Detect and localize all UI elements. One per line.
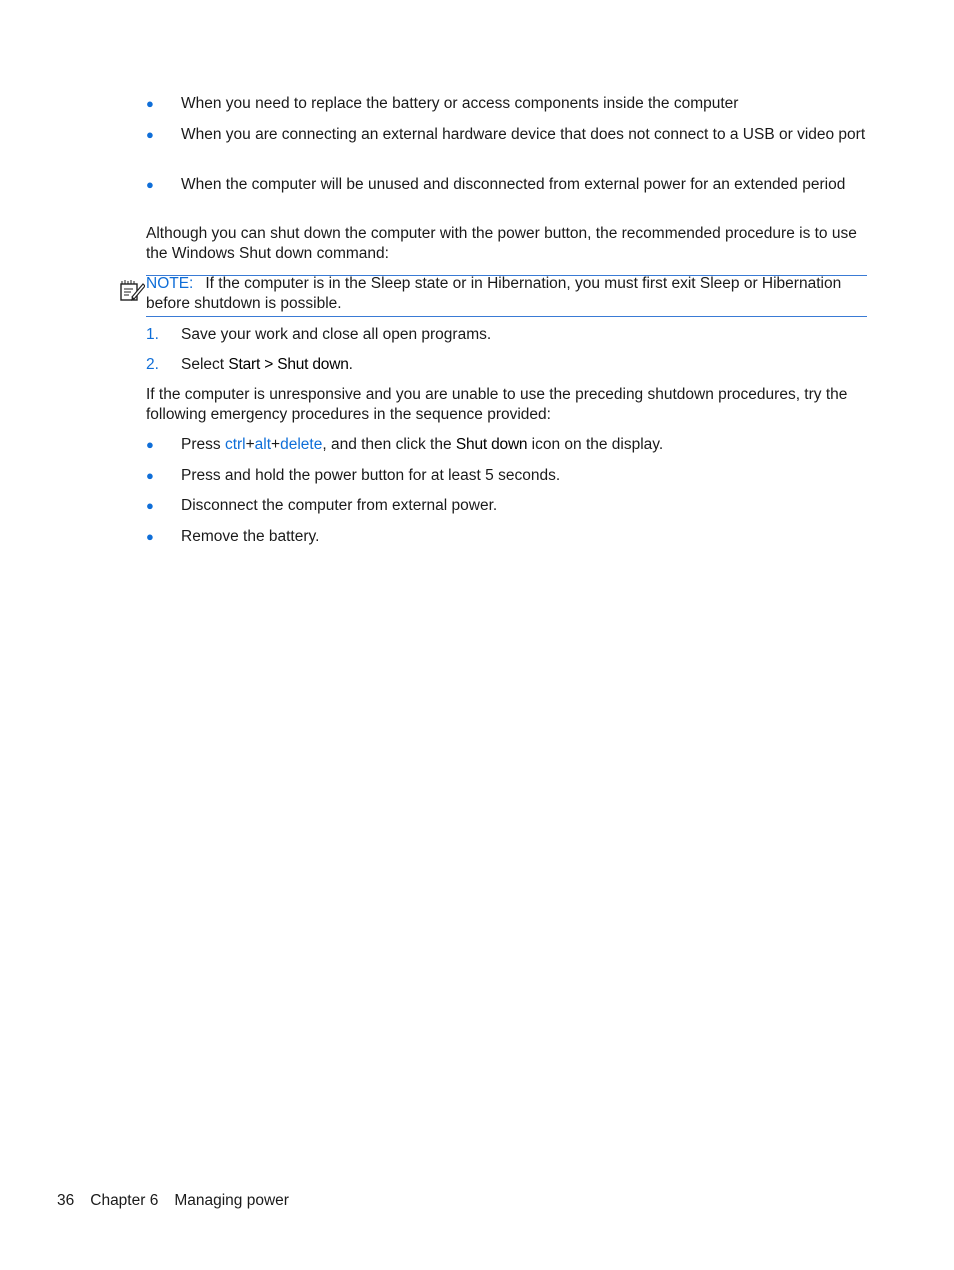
bullet-icon: ● — [146, 437, 154, 452]
list-item-text: When you need to replace the battery or access components inside the computer — [181, 95, 739, 112]
plus-sign: + — [245, 436, 255, 453]
step-item — [146, 325, 866, 345]
list-item — [146, 175, 866, 195]
list-item — [146, 94, 866, 114]
list-item — [146, 435, 866, 455]
step-prefix: Select — [181, 356, 229, 373]
text-prefix: Press — [181, 436, 225, 453]
list-item-text: When the computer will be unused and disconnected from external power for an extended period — [181, 176, 846, 193]
list-item — [146, 125, 866, 145]
page-footer — [57, 1191, 305, 1211]
list-item-text: When you are connecting an external hardware device that does not connect to a USB or video port — [181, 126, 866, 143]
list-item-text: Disconnect the computer from external power. — [181, 497, 498, 514]
step-number: 2. — [146, 356, 159, 373]
page-number: 36 — [57, 1192, 75, 1209]
chapter-title: Managing power — [174, 1192, 289, 1209]
plus-sign: + — [271, 436, 281, 453]
note-text — [146, 274, 866, 314]
list-item — [146, 496, 866, 516]
step-text — [181, 355, 866, 375]
step-suffix: . — [348, 356, 353, 373]
ui-term: Shut down — [455, 436, 528, 453]
note-label: NOTE: — [146, 275, 194, 292]
ui-term: Start > Shut down — [228, 356, 349, 373]
list-item-text: Press and hold the power button for at least 5 seconds. — [181, 467, 561, 484]
bullet-icon: ● — [146, 529, 154, 544]
step-number: 1. — [146, 326, 159, 343]
bullet-icon: ● — [146, 177, 154, 192]
step-text: Save your work and close all open programs. — [181, 326, 492, 343]
list-item-text — [181, 435, 866, 455]
bullet-icon: ● — [146, 468, 154, 483]
key-delete: delete — [280, 436, 323, 453]
text-suffix: icon on the display. — [527, 436, 664, 453]
step-item — [146, 355, 866, 375]
note-body: If the computer is in the Sleep state or in Hibernation, you must first exit Sleep or Hibernation before shutdown is possible. — [146, 275, 842, 312]
text-middle: , and then click the — [322, 436, 456, 453]
chapter-label: Chapter 6 — [90, 1192, 159, 1209]
note-pencil-icon — [119, 278, 145, 302]
bullet-icon: ● — [146, 96, 154, 111]
list-item — [146, 527, 866, 547]
bullet-icon: ● — [146, 498, 154, 513]
list-item — [146, 466, 866, 486]
key-alt: alt — [254, 436, 272, 453]
bullet-icon: ● — [146, 127, 154, 142]
paragraph: If the computer is unresponsive and you are unable to use the preceding shutdown procedures, try the following emergency procedures in the sequence provided: — [146, 386, 848, 423]
key-ctrl: ctrl — [224, 436, 246, 453]
paragraph: Although you can shut down the computer with the power button, the recommended procedure is to use the Windows Shut down command: — [146, 225, 857, 262]
list-item-text: Remove the battery. — [181, 528, 320, 545]
